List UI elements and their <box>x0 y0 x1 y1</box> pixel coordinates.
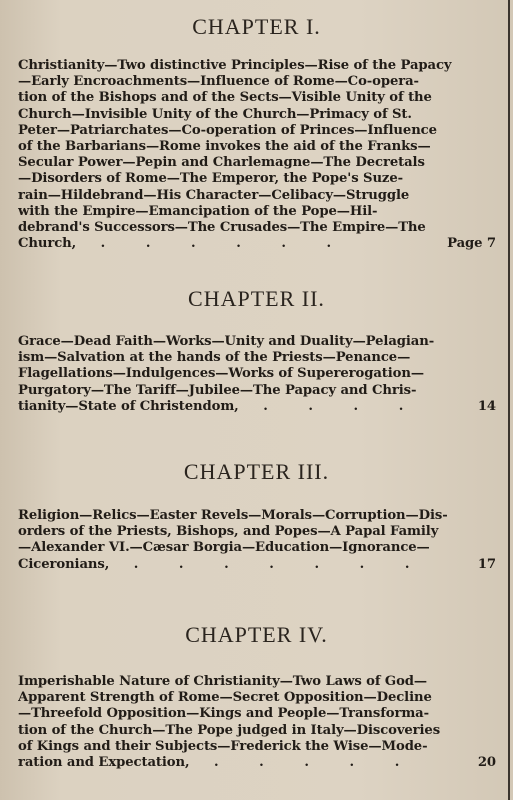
chapter-title: CHAPTER III. <box>183 459 330 484</box>
summary-line: rain—Hildebrand—His Character—Celibacy—Struggle <box>18 187 410 203</box>
summary-last-line <box>18 399 496 415</box>
page-number: 17 <box>477 556 496 572</box>
summary-last-text: Ciceronians, <box>18 556 110 572</box>
dot-leader: . . . . . . <box>100 236 350 252</box>
chapter-title: CHAPTER I. <box>192 14 321 39</box>
chapter-2 <box>0 286 513 312</box>
summary-line: tion of the Bishops and of the Sects—Visible Unity of the <box>18 90 432 106</box>
dot-leader: . . . . . <box>213 755 418 771</box>
summary-line: Purgatory—The Tariff—Jubilee—The Papacy and Chris- <box>18 382 417 398</box>
summary-line: —Early Encroachments—Influence of Rome—Co-opera- <box>18 74 419 90</box>
dot-leader: . . . . <box>263 398 422 414</box>
summary-line: —Threefold Opposition—Kings and People—Transforma- <box>18 706 429 722</box>
summary-line: —Alexander VI.—Cæsar Borgia—Education—Ignorance— <box>18 540 430 556</box>
summary-line: orders of the Priests, Bishops, and Popes—A Papal Family <box>18 524 439 540</box>
page-number: Page 7 <box>447 236 496 252</box>
summary-line: tion of the Church—The Pope judged in Italy—Discoveries <box>18 722 441 738</box>
summary-line: of the Barbarians—Rome invokes the aid of the Franks— <box>18 139 431 155</box>
summary-last-line <box>18 557 496 573</box>
chapter-title: CHAPTER IV. <box>185 622 328 647</box>
summary-line: Peter—Patriarchates—Co-operation of Princes—Influence <box>18 122 437 138</box>
page-number: 20 <box>477 755 496 771</box>
chapter-4 <box>0 622 513 648</box>
summary-line: ism—Salvation at the hands of the Priests—Penance— <box>18 350 411 366</box>
summary-last-line <box>18 236 496 252</box>
summary-line: —Disorders of Rome—The Emperor, the Pope's Suze- <box>18 171 403 187</box>
page-edge <box>508 0 510 800</box>
chapter-title: CHAPTER II. <box>188 286 325 311</box>
chapter-4-summary <box>18 674 496 771</box>
summary-last-text: Church, <box>18 236 77 252</box>
chapter-2-summary <box>18 334 496 415</box>
summary-line: debrand's Successors—The Crusades—The Empire—The <box>18 220 426 236</box>
chapter-1 <box>0 14 513 40</box>
summary-line: of Kings and their Subjects—Frederick the Wise—Mode- <box>18 738 428 754</box>
summary-line: Flagellations—Indulgences—Works of Supererogation— <box>18 366 424 382</box>
summary-line: Secular Power—Pepin and Charlemagne—The Decretals <box>18 155 425 171</box>
summary-last-text: ration and Expectation, <box>18 755 190 771</box>
dot-leader: . . . . . . . <box>133 556 428 572</box>
chapter-3-summary <box>18 508 496 573</box>
chapter-1-summary <box>18 58 496 252</box>
chapter-3 <box>0 459 513 485</box>
summary-line: Christianity—Two distinctive Principles—Rise of the Papacy <box>18 58 452 73</box>
summary-line: Church—Invisible Unity of the Church—Primacy of St. <box>18 106 412 122</box>
page-number: 14 <box>477 398 496 414</box>
summary-line: Grace—Dead Faith—Works—Unity and Duality—Pelagian- <box>18 334 435 349</box>
summary-last-line <box>18 755 496 771</box>
summary-line: with the Empire—Emancipation of the Pope—Hil- <box>18 203 378 219</box>
summary-last-text: tianity—State of Christendom, <box>18 398 239 414</box>
summary-line: Religion—Relics—Easter Revels—Morals—Corruption—Dis- <box>18 508 448 523</box>
summary-line: Apparent Strength of Rome—Secret Opposition—Decline <box>18 690 432 706</box>
summary-line: Imperishable Nature of Christianity—Two Laws of God— <box>18 674 427 689</box>
